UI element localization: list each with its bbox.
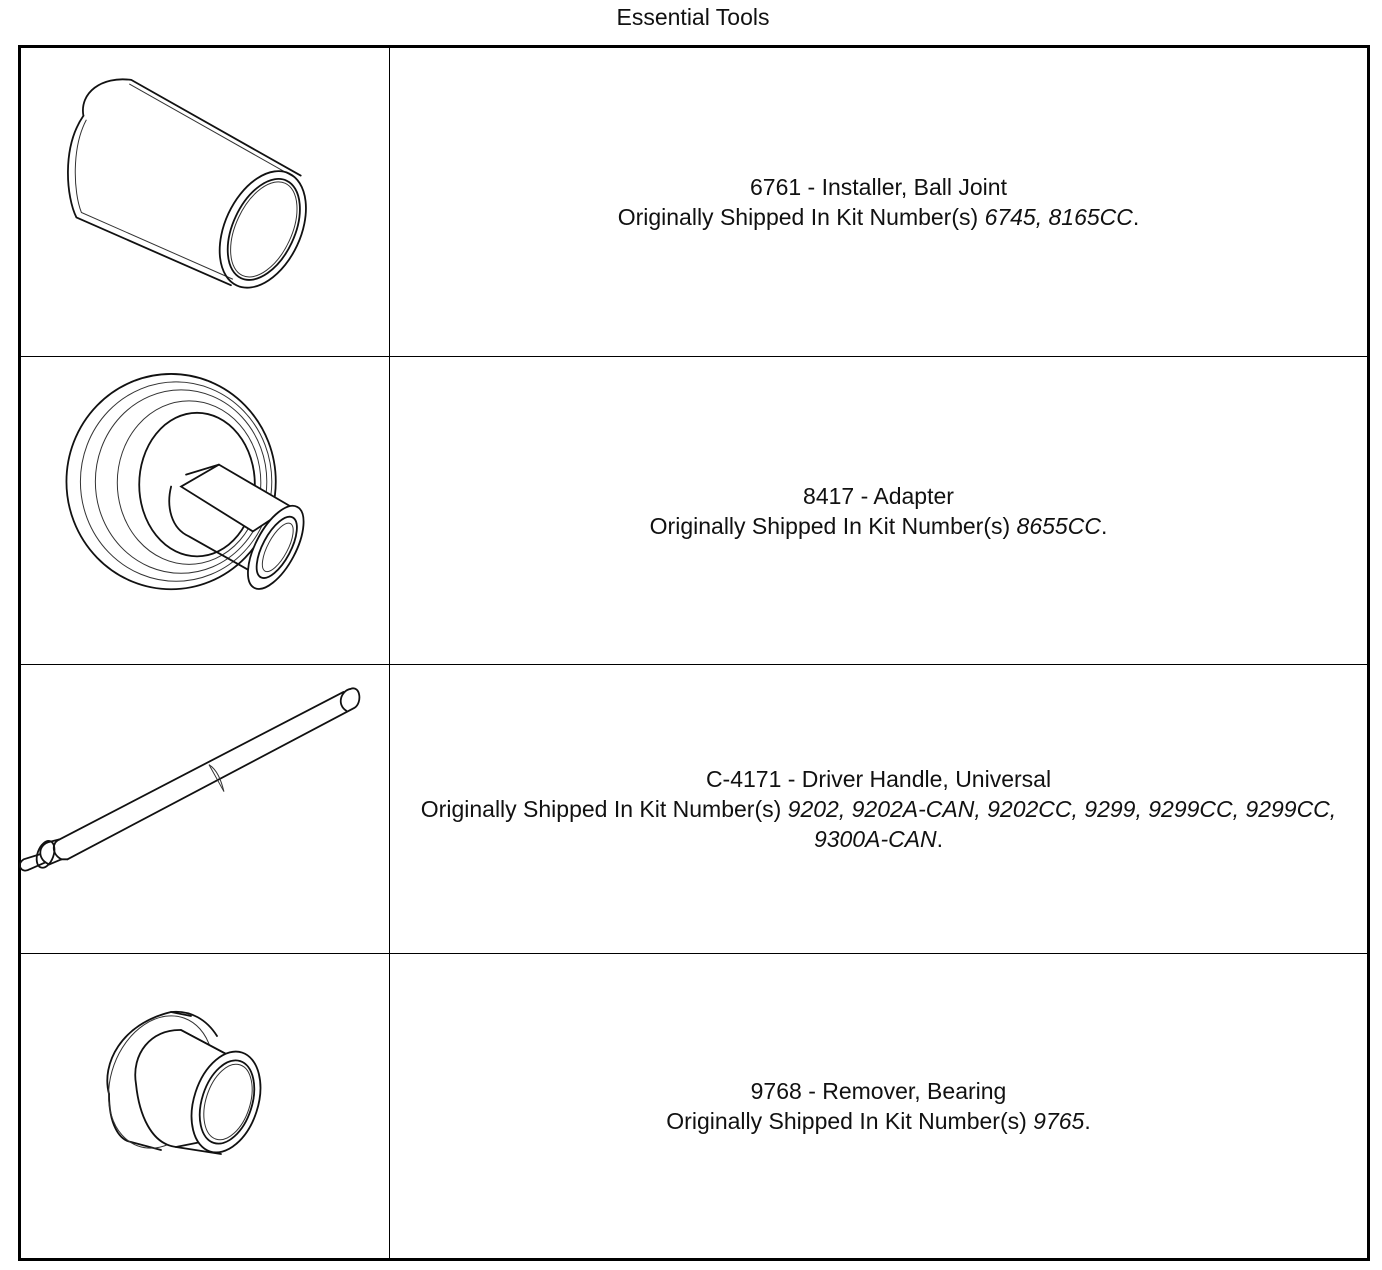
tool-description [390, 48, 1367, 356]
kits-suffix: . [1100, 512, 1108, 539]
kits-prefix: Originally Shipped In Kit Number(s) [666, 1108, 1034, 1134]
kits-prefix: Originally Shipped In Kit Number(s) [420, 796, 788, 822]
tool-name: 8417 - Adapter [803, 482, 954, 509]
tool-kits [650, 511, 1108, 541]
kits-prefix: Originally Shipped In Kit Number(s) [649, 512, 1017, 539]
tool-image-cell [21, 954, 390, 1258]
kit-numbers: 6745, 8165CC [984, 204, 1133, 230]
tool-image-cell [21, 665, 390, 953]
ball-joint-installer-drawing [21, 48, 389, 356]
bearing-remover-drawing [21, 954, 389, 1258]
tool-row [21, 665, 1367, 954]
kits-suffix: . [1084, 1108, 1091, 1134]
tool-name: 9768 - Remover, Bearing [750, 1078, 1007, 1104]
kits-suffix: . [936, 826, 944, 852]
kit-numbers: 8655CC [1016, 512, 1101, 539]
tool-image-cell [21, 48, 390, 356]
tool-description [390, 665, 1367, 953]
tool-row [21, 954, 1367, 1258]
tool-description [390, 357, 1367, 664]
tool-image-cell [21, 357, 390, 664]
tool-description [390, 954, 1367, 1258]
tool-name: C-4171 - Driver Handle, Universal [705, 766, 1052, 792]
tool-kits [420, 794, 1337, 854]
tools-table [18, 45, 1370, 1261]
tool-kits [618, 202, 1140, 232]
adapter-drawing [21, 357, 389, 664]
kits-suffix: . [1132, 204, 1140, 230]
tool-row [21, 357, 1367, 665]
driver-handle-drawing [21, 665, 389, 953]
tool-row [21, 48, 1367, 357]
page-title: Essential Tools [616, 4, 770, 30]
kits-prefix: Originally Shipped In Kit Number(s) [617, 204, 985, 230]
kit-numbers: 9765 [1033, 1108, 1085, 1134]
kit-numbers: 9202, 9202A-CAN, 9202CC, 9299, 9299CC, 9299CC, 9300A-CAN [787, 796, 1337, 852]
tool-kits [666, 1106, 1090, 1136]
tool-name: 6761 - Installer, Ball Joint [750, 174, 1007, 200]
